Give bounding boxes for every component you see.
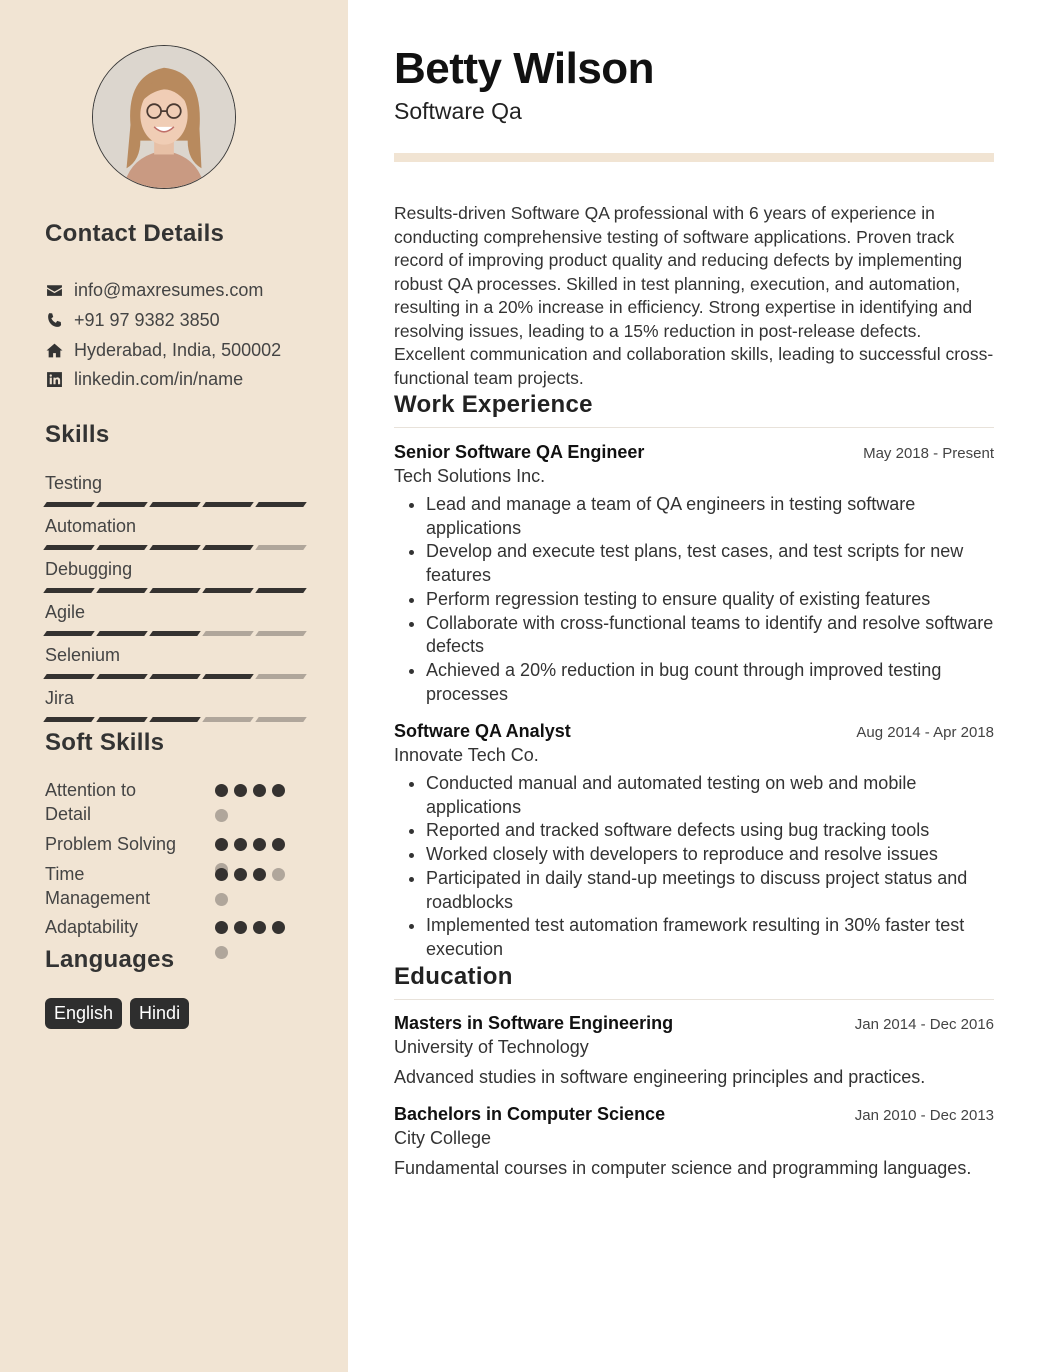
skill-segment (202, 588, 254, 593)
languages-list (45, 998, 189, 1029)
avatar (92, 45, 236, 189)
soft-skill-dot (272, 838, 285, 851)
skill-segment (96, 502, 148, 507)
job-bullets (394, 493, 994, 706)
skill-segment (96, 717, 148, 722)
skill-segment (255, 588, 307, 593)
soft-skill-item (45, 915, 295, 945)
skill-segment (96, 588, 148, 593)
contact-email-text: info@maxresumes.com (74, 280, 264, 301)
education-entry (394, 1013, 994, 1088)
education-heading: Education (394, 963, 994, 1000)
skill-label: Jira (45, 688, 75, 708)
skill-segment (255, 674, 307, 679)
soft-skill-label: Adaptability (45, 917, 139, 937)
soft-skill-dot (272, 784, 285, 797)
skill-segment (96, 674, 148, 679)
soft-skill-dot (215, 784, 228, 797)
skill-segment (202, 502, 254, 507)
soft-skill-label: Time Management (45, 864, 151, 908)
soft-skill-item (45, 778, 295, 832)
skill-segment (149, 717, 201, 722)
candidate-name: Betty Wilson (394, 44, 655, 93)
phone-icon (45, 312, 63, 330)
job-bullet: • Conducted manual and automated testing on web and mobile applications (426, 772, 994, 819)
education-entry (394, 1104, 994, 1179)
job-title: Senior Software QA Engineer (394, 442, 645, 462)
skill-segment (255, 545, 307, 550)
envelope-icon (45, 282, 63, 300)
contact-email (45, 276, 335, 306)
school-name: City College (394, 1128, 492, 1148)
job-entry (394, 442, 994, 706)
soft-skill-dot (234, 868, 247, 881)
job-date: May 2018 - Present (863, 445, 994, 462)
skill-segment (255, 502, 307, 507)
soft-skill-dot (253, 838, 266, 851)
contact-linkedin-text: linkedin.com/in/name (74, 369, 244, 390)
soft-skill-dot (215, 809, 228, 822)
sidebar (0, 0, 348, 1372)
skill-segment (43, 502, 95, 507)
soft-skill-dot (253, 868, 266, 881)
header-divider (394, 153, 994, 162)
soft-skill-dot (253, 784, 266, 797)
skill-meter (45, 588, 305, 593)
school-name: University of Technology (394, 1037, 589, 1057)
job-bullet: • Reported and tracked software defects using bug tracking tools (426, 819, 994, 843)
skill-segment (202, 631, 254, 636)
languages-heading: Languages (45, 946, 175, 973)
skill-segment (255, 717, 307, 722)
soft-skill-dot (215, 921, 228, 934)
contact-address-text: Hyderabad, India, 500002 (74, 339, 282, 360)
soft-skill-dot (215, 868, 228, 881)
skill-segment (255, 631, 307, 636)
main-content (348, 0, 1040, 1372)
linkedin-icon (45, 371, 63, 389)
skill-label: Agile (45, 602, 86, 622)
skill-meter (45, 674, 305, 679)
language-badge: English (45, 998, 122, 1029)
skill-segment (149, 588, 201, 593)
skill-segment (43, 631, 95, 636)
soft-skill-meter (215, 868, 291, 906)
degree-title: Masters in Software Engineering (394, 1013, 674, 1033)
skill-item (45, 685, 305, 728)
soft-skill-dot (234, 784, 247, 797)
job-bullet: • Perform regression testing to ensure quality of existing features (426, 588, 994, 612)
skill-segment (96, 631, 148, 636)
education-description: Fundamental courses in computer science and programming languages. (394, 1158, 972, 1178)
contact-linkedin (45, 365, 335, 395)
soft-skill-dot (272, 921, 285, 934)
skill-segment (43, 545, 95, 550)
language-badge: Hindi (130, 998, 189, 1029)
skill-meter (45, 717, 305, 722)
skill-segment (149, 631, 201, 636)
job-bullet: • Collaborate with cross-functional teams to identify and resolve software defects (426, 612, 994, 659)
skills-list (45, 470, 305, 728)
skill-item (45, 642, 305, 685)
contact-phone-text: +91 97 9382 3850 (74, 310, 220, 331)
soft-skill-dot (253, 921, 266, 934)
job-bullet: • Worked closely with developers to reproduce and resolve issues (426, 843, 994, 867)
skill-segment (96, 545, 148, 550)
job-title: Software QA Analyst (394, 721, 571, 741)
education-date: Jan 2014 - Dec 2016 (854, 1016, 994, 1033)
skill-item (45, 599, 305, 642)
skill-segment (149, 545, 201, 550)
soft-skill-item (45, 832, 295, 862)
job-bullet: • Participated in daily stand-up meetings to discuss project status and roadblocks (426, 867, 994, 914)
skill-segment (202, 717, 254, 722)
soft-skill-dot (215, 946, 228, 959)
skill-segment (149, 502, 201, 507)
soft-skill-dot (215, 838, 228, 851)
skill-label: Testing (45, 473, 103, 493)
work-experience-heading: Work Experience (394, 391, 994, 428)
job-bullet: • Develop and execute test plans, test cases, and test scripts for new features (426, 540, 994, 587)
job-company: Tech Solutions Inc. (394, 466, 546, 486)
contact-phone (45, 306, 335, 336)
soft-skills-heading: Soft Skills (45, 729, 165, 756)
soft-skill-dot (215, 893, 228, 906)
skill-meter (45, 502, 305, 507)
job-entry (394, 721, 994, 962)
profile-summary: Results-driven Software QA professional with 6 years of experience in conducting comprehensive testing of software applications. Proven track record of improving product quality and reducing defects by implementing robust QA processes. Skilled in test planning, execution, and automation, resulting in a 20% increase in efficiency. Strong expertise in identifying and resolving issues, leading to a 15% reduction in post-release defects. Excellent communication and collaboration skills, leading to successful cross-functional team projects. (394, 203, 994, 388)
education-date: Jan 2010 - Dec 2013 (854, 1107, 994, 1124)
job-company: Innovate Tech Co. (394, 745, 539, 765)
job-date: Aug 2014 - Apr 2018 (856, 724, 994, 741)
job-bullets (394, 772, 994, 962)
skill-segment (202, 674, 254, 679)
skill-item (45, 513, 305, 556)
skill-meter (45, 545, 305, 550)
skill-label: Automation (45, 516, 137, 536)
soft-skill-item (45, 862, 295, 915)
skill-label: Debugging (45, 559, 133, 579)
contact-list (45, 276, 335, 395)
soft-skill-dot (234, 838, 247, 851)
home-icon (45, 341, 63, 359)
contact-address (45, 335, 335, 365)
soft-skill-dot (272, 868, 285, 881)
job-bullet: • Achieved a 20% reduction in bug count through improved testing processes (426, 659, 994, 706)
soft-skills-list (45, 778, 295, 945)
candidate-role: Software Qa (394, 98, 522, 124)
skill-segment (43, 674, 95, 679)
skill-segment (43, 588, 95, 593)
skill-segment (43, 717, 95, 722)
skill-item (45, 556, 305, 599)
avatar-portrait (93, 46, 235, 188)
degree-title: Bachelors in Computer Science (394, 1104, 666, 1124)
education-description: Advanced studies in software engineering principles and practices. (394, 1067, 926, 1087)
skill-segment (149, 674, 201, 679)
skill-item (45, 470, 305, 513)
skill-label: Selenium (45, 645, 121, 665)
skill-segment (202, 545, 254, 550)
job-bullet: • Lead and manage a team of QA engineers in testing software applications (426, 493, 994, 540)
skills-heading: Skills (45, 421, 110, 448)
job-bullet: • Implemented test automation framework resulting in 30% faster test execution (426, 914, 994, 961)
soft-skill-label: Attention to Detail (45, 780, 137, 824)
soft-skill-label: Problem Solving (45, 834, 177, 854)
contact-heading: Contact Details (45, 220, 225, 247)
soft-skill-meter (215, 784, 291, 822)
skill-meter (45, 631, 305, 636)
soft-skill-meter (215, 921, 291, 959)
soft-skill-dot (234, 921, 247, 934)
